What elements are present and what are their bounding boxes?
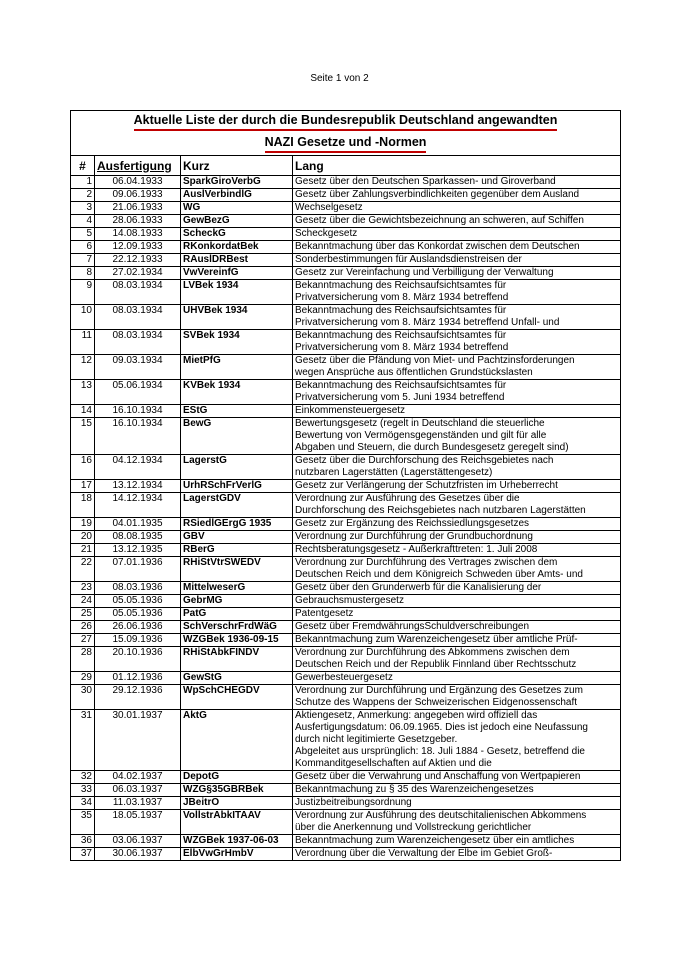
row-number: 8	[71, 267, 95, 280]
row-short-name: RKonkordatBek	[181, 241, 293, 254]
law-table	[70, 110, 621, 861]
row-number: 37	[71, 848, 95, 861]
row-number: 10	[71, 305, 95, 330]
long-name-line: Gesetz über den Grunderwerb für die Kanalisierung der	[295, 582, 542, 593]
row-long-name	[293, 710, 621, 771]
row-long-name	[293, 380, 621, 405]
long-name-line: wegen Ansprüche aus öffentlichen Grundstückslasten	[295, 367, 533, 378]
table-row	[71, 305, 621, 330]
row-long-name	[293, 685, 621, 710]
row-date: 18.05.1937	[95, 810, 181, 835]
row-short-name: BewG	[181, 418, 293, 455]
row-long-name	[293, 228, 621, 241]
long-name-line: Verordnung zur Ausführung des deutschitalienischen Abkommens	[295, 810, 587, 821]
row-long-name	[293, 784, 621, 797]
long-name-line: Justizbeitreibungsordnung	[295, 797, 412, 808]
row-long-name	[293, 582, 621, 595]
row-number: 24	[71, 595, 95, 608]
long-name-line: Gesetz über die Gewichtsbezeichnung an schweren, auf Schiffen	[295, 215, 584, 226]
row-long-name	[293, 189, 621, 202]
table-row	[71, 647, 621, 672]
long-name-line: Gesetz über Zahlungsverbindlichkeiten gegenüber dem Ausland	[295, 189, 580, 200]
row-long-name	[293, 330, 621, 355]
row-date: 13.12.1934	[95, 480, 181, 493]
table-row	[71, 557, 621, 582]
row-long-name	[293, 810, 621, 835]
table-row	[71, 835, 621, 848]
row-short-name: GewBezG	[181, 215, 293, 228]
row-number: 14	[71, 405, 95, 418]
row-date: 29.12.1936	[95, 685, 181, 710]
row-date: 30.01.1937	[95, 710, 181, 771]
long-name-line: Bekanntmachung zum Warenzeichengesetz über ein amtliches	[295, 835, 575, 846]
row-date: 11.03.1937	[95, 797, 181, 810]
long-name-line: Abgeleitet aus ursprünglich: 18. Juli 1884 - Gesetz, betreffend die	[295, 746, 585, 757]
row-number: 9	[71, 280, 95, 305]
table-row	[71, 672, 621, 685]
row-short-name: RBerG	[181, 544, 293, 557]
table-row	[71, 797, 621, 810]
row-short-name: WZGBek 1937-06-03	[181, 835, 293, 848]
row-number: 7	[71, 254, 95, 267]
table-row	[71, 493, 621, 518]
row-long-name	[293, 848, 621, 861]
long-name-line: Schutze des Wappens der Schweizerischen Eidgenossenschaft	[295, 697, 578, 708]
row-short-name: RHiStAbkFINDV	[181, 647, 293, 672]
table-title-row	[71, 111, 621, 156]
row-short-name: LVBek 1934	[181, 280, 293, 305]
table-row	[71, 582, 621, 595]
row-date: 05.05.1936	[95, 595, 181, 608]
row-short-name: SparkGiroVerbG	[181, 176, 293, 189]
long-name-line: Privatversicherung vom 8. März 1934 betreffend Unfall- und	[295, 317, 560, 328]
row-long-name	[293, 280, 621, 305]
long-name-line: Verordnung zur Durchführung der Grundbuchordnung	[295, 531, 533, 542]
header-kurz: Kurz	[181, 156, 293, 176]
table-row	[71, 531, 621, 544]
long-name-line: Sonderbestimmungen für Auslandsdienstreisen der	[295, 254, 522, 265]
long-name-line: Bekanntmachung des Reichsaufsichtsamtes für	[295, 280, 507, 291]
long-name-line: Einkommensteuergesetz	[295, 405, 406, 416]
long-name-line: Scheckgesetz	[295, 228, 358, 239]
table-row	[71, 189, 621, 202]
row-short-name: RSiedlGErgG 1935	[181, 518, 293, 531]
table-row	[71, 608, 621, 621]
law-rows	[71, 176, 621, 861]
row-short-name: LagerstG	[181, 455, 293, 480]
long-name-line: Bekanntmachung des Reichsaufsichtsamtes für	[295, 305, 507, 316]
long-name-line: Bekanntmachung über das Konkordat zwischen dem Deutschen	[295, 241, 580, 252]
row-long-name	[293, 531, 621, 544]
row-long-name	[293, 835, 621, 848]
row-date: 05.06.1934	[95, 380, 181, 405]
row-short-name: GBV	[181, 531, 293, 544]
row-short-name: AuslVerbindlG	[181, 189, 293, 202]
row-date: 04.02.1937	[95, 771, 181, 784]
long-name-line: Rechtsberatungsgesetz - Außerkrafttreten: 1. Juli 2008	[295, 544, 538, 555]
row-number: 35	[71, 810, 95, 835]
row-short-name: WpSchCHEGDV	[181, 685, 293, 710]
row-long-name	[293, 241, 621, 254]
long-name-line: Gesetz zur Ergänzung des Reichssiedlungsgesetzes	[295, 518, 530, 529]
table-row	[71, 771, 621, 784]
header-lang: Lang	[293, 156, 621, 176]
long-name-line: Durchforschung des Reichsgebietes nach nutzbaren Lagerstätten	[295, 505, 586, 516]
row-date: 20.10.1936	[95, 647, 181, 672]
row-number: 1	[71, 176, 95, 189]
table-row	[71, 685, 621, 710]
row-number: 27	[71, 634, 95, 647]
row-long-name	[293, 405, 621, 418]
row-date: 01.12.1936	[95, 672, 181, 685]
row-date: 22.12.1933	[95, 254, 181, 267]
row-date: 04.01.1935	[95, 518, 181, 531]
long-name-line: über die Anerkennung und Vollstreckung gerichtlicher	[295, 822, 532, 833]
row-short-name: EStG	[181, 405, 293, 418]
header-num: #	[71, 156, 95, 176]
row-date: 08.03.1934	[95, 330, 181, 355]
row-date: 12.09.1933	[95, 241, 181, 254]
row-date: 06.03.1937	[95, 784, 181, 797]
row-long-name	[293, 493, 621, 518]
row-date: 14.08.1933	[95, 228, 181, 241]
row-long-name	[293, 771, 621, 784]
long-name-line: Privatversicherung vom 5. Juni 1934 betreffend	[295, 392, 505, 403]
long-name-line: Gesetz über FremdwährungsSchuldverschreibungen	[295, 621, 530, 632]
row-number: 11	[71, 330, 95, 355]
long-name-line: durch nicht legitimierte Gesetzgeber.	[295, 734, 458, 745]
row-number: 18	[71, 493, 95, 518]
table-row	[71, 480, 621, 493]
row-short-name: SchVerschrFrdWäG	[181, 621, 293, 634]
row-long-name	[293, 595, 621, 608]
row-number: 17	[71, 480, 95, 493]
row-date: 27.02.1934	[95, 267, 181, 280]
long-name-line: Deutschen Reich und dem Königreich Schweden über Amts- und	[295, 569, 583, 580]
long-name-line: Gesetz über den Deutschen Sparkassen- und Giroverband	[295, 176, 556, 187]
row-date: 26.06.1936	[95, 621, 181, 634]
long-name-line: Bewertung von Vermögensgegenständen und gilt für alle	[295, 430, 547, 441]
row-long-name	[293, 557, 621, 582]
row-long-name	[293, 267, 621, 280]
row-number: 6	[71, 241, 95, 254]
row-long-name	[293, 254, 621, 267]
row-long-name	[293, 355, 621, 380]
table-row	[71, 405, 621, 418]
table-row	[71, 621, 621, 634]
row-short-name: WZG§35GBRBek	[181, 784, 293, 797]
long-name-line: Wechselgesetz	[295, 202, 363, 213]
row-date: 08.08.1935	[95, 531, 181, 544]
row-date: 21.06.1933	[95, 202, 181, 215]
long-name-line: Gesetz über die Pfändung von Miet- und Pachtzinsforderungen	[295, 355, 575, 366]
row-short-name: UrhRSchFrVerlG	[181, 480, 293, 493]
row-long-name	[293, 215, 621, 228]
row-short-name: MittelweserG	[181, 582, 293, 595]
row-short-name: VollstrAbkITAAV	[181, 810, 293, 835]
row-date: 13.12.1935	[95, 544, 181, 557]
page-number: Seite 1 von 2	[310, 73, 369, 84]
row-number: 22	[71, 557, 95, 582]
row-long-name	[293, 797, 621, 810]
row-long-name	[293, 455, 621, 480]
row-short-name: PatG	[181, 608, 293, 621]
table-row	[71, 710, 621, 771]
row-short-name: UHVBek 1934	[181, 305, 293, 330]
row-number: 30	[71, 685, 95, 710]
row-long-name	[293, 418, 621, 455]
row-number: 26	[71, 621, 95, 634]
row-short-name: LagerstGDV	[181, 493, 293, 518]
long-name-line: Verordnung zur Ausführung des Gesetzes über die	[295, 493, 520, 504]
table-row	[71, 215, 621, 228]
row-number: 2	[71, 189, 95, 202]
row-long-name	[293, 544, 621, 557]
row-short-name: RAuslDRBest	[181, 254, 293, 267]
table-row	[71, 455, 621, 480]
long-name-line: Bekanntmachung zum Warenzeichengesetz über amtliche Prüf-	[295, 634, 578, 645]
table-row	[71, 848, 621, 861]
row-number: 31	[71, 710, 95, 771]
row-short-name: WG	[181, 202, 293, 215]
row-long-name	[293, 672, 621, 685]
row-short-name: WZGBek 1936-09-15	[181, 634, 293, 647]
row-date: 08.03.1934	[95, 280, 181, 305]
row-long-name	[293, 176, 621, 189]
row-short-name: GebrMG	[181, 595, 293, 608]
row-number: 5	[71, 228, 95, 241]
row-date: 28.06.1933	[95, 215, 181, 228]
row-short-name: KVBek 1934	[181, 380, 293, 405]
row-short-name: AktG	[181, 710, 293, 771]
row-date: 14.12.1934	[95, 493, 181, 518]
table-row	[71, 241, 621, 254]
row-date: 16.10.1934	[95, 405, 181, 418]
row-date: 09.03.1934	[95, 355, 181, 380]
table-row	[71, 518, 621, 531]
row-date: 30.06.1937	[95, 848, 181, 861]
long-name-line: Gewerbesteuergesetz	[295, 672, 393, 683]
row-date: 04.12.1934	[95, 455, 181, 480]
row-long-name	[293, 647, 621, 672]
row-date: 05.05.1936	[95, 608, 181, 621]
header-ausfertigung: Ausfertigung	[95, 156, 181, 176]
table-row	[71, 380, 621, 405]
row-number: 36	[71, 835, 95, 848]
table-row	[71, 355, 621, 380]
long-name-line: nutzbaren Lagerstätten (Lagerstättengesetz)	[295, 467, 493, 478]
row-number: 20	[71, 531, 95, 544]
row-number: 21	[71, 544, 95, 557]
table-row	[71, 202, 621, 215]
row-short-name: JBeitrO	[181, 797, 293, 810]
row-date: 07.01.1936	[95, 557, 181, 582]
table-row	[71, 267, 621, 280]
row-short-name: MietPfG	[181, 355, 293, 380]
long-name-line: Gesetz über die Durchforschung des Reichsgebietes nach	[295, 455, 554, 466]
row-short-name: DepotG	[181, 771, 293, 784]
row-date: 08.03.1936	[95, 582, 181, 595]
row-short-name: ElbVwGrHmbV	[181, 848, 293, 861]
long-name-line: Gebrauchsmustergesetz	[295, 595, 404, 606]
row-number: 25	[71, 608, 95, 621]
table-row	[71, 254, 621, 267]
row-date: 06.04.1933	[95, 176, 181, 189]
row-date: 03.06.1937	[95, 835, 181, 848]
row-long-name	[293, 305, 621, 330]
long-name-line: Bekanntmachung des Reichsaufsichtsamtes für	[295, 330, 507, 341]
row-date: 15.09.1936	[95, 634, 181, 647]
table-row	[71, 544, 621, 557]
table-row	[71, 595, 621, 608]
row-date: 16.10.1934	[95, 418, 181, 455]
long-name-line: Patentgesetz	[295, 608, 354, 619]
row-short-name: RHiStVtrSWEDV	[181, 557, 293, 582]
long-name-line: Privatversicherung vom 8. März 1934 betreffend	[295, 342, 509, 353]
long-name-line: Gesetz zur Verlängerung der Schutzfristen im Urheberrecht	[295, 480, 558, 491]
table-row	[71, 784, 621, 797]
column-header-row	[71, 156, 621, 176]
long-name-line: Aktiengesetz, Anmerkung: angegeben wird offiziell das	[295, 710, 538, 721]
long-name-line: Abgaben und Steuern, die durch Bundesgesetz geregelt sind)	[295, 442, 569, 453]
row-long-name	[293, 621, 621, 634]
title-line-2: NAZI Gesetze und -Normen	[265, 135, 427, 153]
row-date: 08.03.1934	[95, 305, 181, 330]
long-name-line: Gesetz zur Vereinfachung und Verbilligung der Verwaltung	[295, 267, 554, 278]
long-name-line: Verordnung über die Verwaltung der Elbe im Gebiet Groß-	[295, 848, 553, 859]
row-number: 34	[71, 797, 95, 810]
long-name-line: Gesetz über die Verwahrung und Anschaffung von Wertpapieren	[295, 771, 581, 782]
row-number: 29	[71, 672, 95, 685]
long-name-line: Verordnung zur Durchführung des Vertrages zwischen dem	[295, 557, 558, 568]
row-number: 19	[71, 518, 95, 531]
long-name-line: Verordnung zur Durchführung des Abkommens zwischen dem	[295, 647, 570, 658]
long-name-line: Ausfertigungsdatum: 06.09.1965. Dies ist jedoch eine Neufassung	[295, 722, 588, 733]
row-long-name	[293, 608, 621, 621]
long-name-line: Bekanntmachung des Reichsaufsichtsamtes für	[295, 380, 507, 391]
table-title	[71, 111, 621, 156]
row-number: 12	[71, 355, 95, 380]
row-short-name: SVBek 1934	[181, 330, 293, 355]
row-short-name: GewStG	[181, 672, 293, 685]
row-long-name	[293, 634, 621, 647]
row-number: 15	[71, 418, 95, 455]
row-long-name	[293, 518, 621, 531]
long-name-line: Kommanditgesellschaften auf Aktien und die	[295, 758, 492, 769]
row-number: 28	[71, 647, 95, 672]
long-name-line: Deutschen Reich und der Republik Finnland über Rechtsschutz	[295, 659, 577, 670]
long-name-line: Bekanntmachung zu § 35 des Warenzeichengesetzes	[295, 784, 534, 795]
title-line-1: Aktuelle Liste der durch die Bundesrepublik Deutschland angewandten	[134, 113, 558, 131]
row-number: 4	[71, 215, 95, 228]
table-row	[71, 176, 621, 189]
row-short-name: VwVereinfG	[181, 267, 293, 280]
table-row	[71, 330, 621, 355]
row-short-name: ScheckG	[181, 228, 293, 241]
row-number: 32	[71, 771, 95, 784]
table-row	[71, 280, 621, 305]
row-number: 33	[71, 784, 95, 797]
row-number: 16	[71, 455, 95, 480]
row-number: 3	[71, 202, 95, 215]
long-name-line: Privatversicherung vom 8. März 1934 betreffend	[295, 292, 509, 303]
table-row	[71, 810, 621, 835]
row-long-name	[293, 480, 621, 493]
long-name-line: Verordnung zur Durchführung und Ergänzung des Gesetzes zum	[295, 685, 583, 696]
row-date: 09.06.1933	[95, 189, 181, 202]
table-row	[71, 228, 621, 241]
row-number: 23	[71, 582, 95, 595]
row-number: 13	[71, 380, 95, 405]
row-long-name	[293, 202, 621, 215]
long-name-line: Bewertungsgesetz (regelt in Deutschland die steuerliche	[295, 418, 545, 429]
table-row	[71, 634, 621, 647]
table-row	[71, 418, 621, 455]
